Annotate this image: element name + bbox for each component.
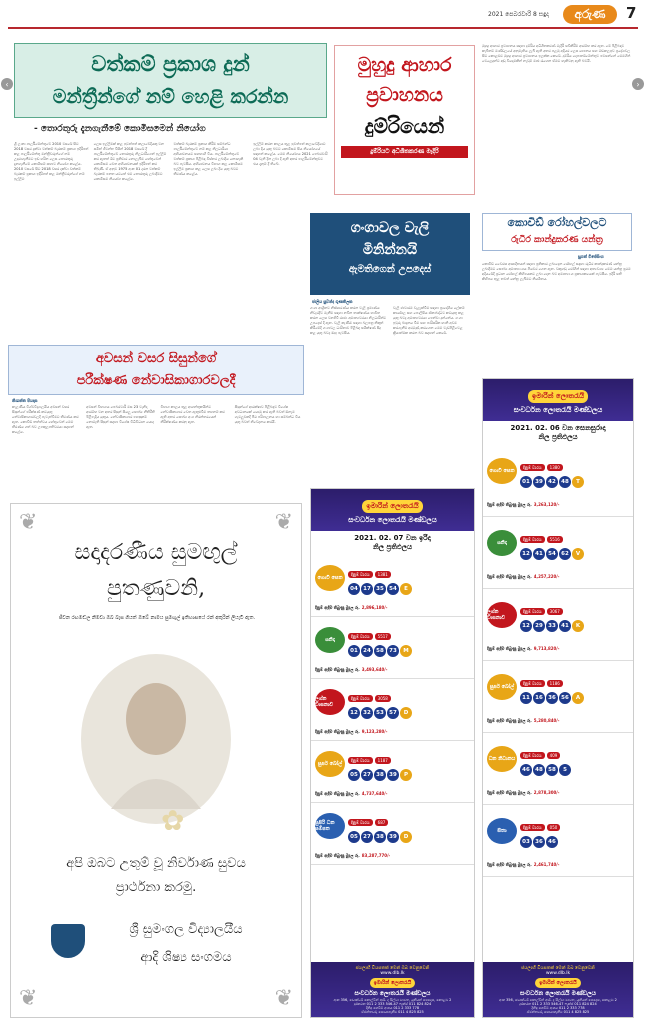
jackpot-line bbox=[487, 502, 629, 507]
number-ball: 17 bbox=[361, 583, 373, 595]
draw-number: 1187 bbox=[375, 757, 391, 764]
draw-label: දිනුම් වාරය bbox=[520, 680, 545, 687]
obituary-name: පුතණුවනි, bbox=[106, 576, 206, 601]
number-ball: 36 bbox=[546, 692, 558, 704]
draw-meta bbox=[520, 670, 629, 704]
obituary-line: ජීවන රඟමඬල නිමවා ඔබ බැස ගියත් ඔබේ නාමය සුමඟුල් ඉතිහාසයේ රන් අකුරින් ලියැවී ඇත. bbox=[58, 615, 256, 621]
number-ball: 48 bbox=[533, 764, 545, 776]
draw-row bbox=[483, 445, 633, 517]
header-date: 2021 පෙබරවාරි 8 සඳුදා bbox=[488, 11, 549, 18]
number-ball: 54 bbox=[387, 583, 399, 595]
draw-row bbox=[483, 517, 633, 589]
story4-headline-line1: කොවිඩ් රෝහල්වලට bbox=[507, 216, 607, 229]
story1-headline-box bbox=[14, 43, 327, 118]
draw-number: 5516 bbox=[547, 536, 563, 543]
lottery2-winners-text: ජයලාභී වියපතක් මෙන් ඔබ වෙනුවෙනි bbox=[521, 966, 595, 971]
draw-logo: ගොවි සෙත bbox=[315, 565, 345, 591]
lottery-results-sunday bbox=[310, 488, 475, 1018]
lottery1-header bbox=[311, 489, 474, 531]
lottery1-board: සංවර්ධන ලොතරැයි මණ්ඩලය bbox=[348, 516, 437, 524]
lottery2-hotline: දිනිඳු ගෙවීම් අංශය 011 2 333 778 bbox=[531, 1006, 585, 1010]
jackpot-line bbox=[315, 667, 470, 672]
number-ball: 56 bbox=[559, 692, 571, 704]
obituary-from2: ආදි ශිෂ්‍ය සංගමය bbox=[140, 950, 232, 965]
draw-logo: ගොවි සෙත bbox=[487, 458, 517, 484]
draw-label: දිනුම් වාරය bbox=[520, 608, 545, 615]
number-ball: D bbox=[400, 831, 412, 843]
story3-headline-line1: ගංගාවල වැලි bbox=[350, 220, 430, 236]
story5-col4: සිසුන්ගේ ආරක්ෂාව පිළිබඳව විශේෂ අවධානයක් යොමු කර ඇති බවත් ඕනෑම ගැටලුවකදී පීඨ පරිපාලනය හා සම්බන්ධ විය යුතු බවත් නිවේදනය කරයි. bbox=[234, 405, 301, 424]
number-ball: T bbox=[572, 476, 584, 488]
page-header bbox=[0, 0, 645, 28]
story2-headline-line2: ප්‍රවාහනය bbox=[366, 84, 443, 106]
story2-headline-line3: දුම්රියෙන් bbox=[364, 114, 445, 138]
story5-headline-line2: පරීක්ෂණ නේවාසිකාගාරවලදී bbox=[76, 373, 236, 388]
story2-tagline: දුම්රියට අධිශීතකරණ මැදිරි bbox=[341, 146, 468, 158]
jackpot-label: දිනුම් ඇදීම තිබුණු මුදල රු. bbox=[315, 790, 360, 796]
story1-headline-line2: මන්ත්‍රීන්ගේ නම් හෙළි කරන්න bbox=[52, 86, 289, 108]
number-ball: 39 bbox=[387, 769, 399, 781]
draw-label: දිනුම් වාරය bbox=[520, 824, 545, 831]
header-rule bbox=[8, 27, 638, 29]
story4-byline: සුගත් විජේසිංහ bbox=[578, 254, 604, 259]
number-ball: D bbox=[400, 707, 412, 719]
number-ball: 38 bbox=[374, 831, 386, 843]
draw-logo: සුපර් බෝල් bbox=[315, 751, 345, 777]
number-ball: A bbox=[572, 692, 584, 704]
draw-logo: සීතා bbox=[487, 818, 517, 844]
draw-row bbox=[311, 741, 474, 803]
number-ball: 41 bbox=[559, 620, 571, 632]
draw-logo: සුපිරි ධන සම්පත bbox=[315, 813, 345, 839]
jackpot-label: දිනුම් ඇදීම තිබුණු මුදල රු. bbox=[487, 718, 532, 724]
number-ball: K bbox=[572, 620, 584, 632]
number-ball: 38 bbox=[374, 769, 386, 781]
floral-ornament-icon: ❦ bbox=[274, 510, 293, 535]
lottery1-footer-board: සංවර්ධන ලොතරැයි මණ්ඩලය bbox=[354, 990, 431, 997]
obituary-box bbox=[10, 503, 302, 1018]
lottery2-date bbox=[483, 421, 633, 445]
draw-number: 1381 bbox=[375, 571, 391, 578]
obituary-wish2: ප්‍රාර්ථනා කරමු. bbox=[115, 880, 197, 895]
winning-numbers bbox=[348, 583, 470, 595]
number-ball: M bbox=[400, 645, 412, 657]
draw-meta bbox=[348, 809, 470, 843]
number-ball: 04 bbox=[348, 583, 360, 595]
jackpot-label: දිනුම් ඇදීම තිබුණු මුදල රු. bbox=[315, 666, 360, 672]
winning-numbers bbox=[520, 620, 629, 632]
story3-headline-line3: ඇමතිගෙන් උපදෙස් bbox=[348, 264, 432, 275]
lottery2-website[interactable]: www.dlb.lk bbox=[545, 971, 571, 976]
story4-body: කොවිඩ් වෛරස ආසාදිතයන් සඳහා ප්‍රතිකාර ලබාදෙන රෝහල් සඳහා රුධිර කාන්දුකරණ යන්ත්‍ර ලබාදීමට සෞඛ්‍ය අමාත්‍යාංශය පියවර ගෙන ඇත. වකුගඩු රෝගීන් සඳහා අත්‍යවශ්‍ය මෙම යන්ත්‍ර ප්‍රථම අදියරේදී ප්‍රධාන රෝහල් කිහිපයකට ලබා දෙන බව අමාත්‍යාංශ ප්‍රකාශකයෙක් පැවසීය. ඉදිරි සති කිහිපය තුළ තවත් යන්ත්‍ර ලැබීමට නියමිතය. bbox=[482, 262, 631, 281]
draw-logo: ධන නිධානය bbox=[487, 746, 517, 772]
draw-meta bbox=[520, 742, 629, 776]
story5-body bbox=[12, 405, 304, 495]
draw-logo: ශනිදා bbox=[487, 530, 517, 556]
story3-headline-line2: මිනින්නයි bbox=[362, 242, 418, 258]
number-ball: 53 bbox=[374, 707, 386, 719]
jackpot-line bbox=[487, 862, 629, 867]
flower-icon: ✿ bbox=[161, 804, 185, 837]
prev-page-button[interactable] bbox=[1, 78, 13, 90]
draw-row bbox=[311, 679, 474, 741]
draw-row bbox=[483, 805, 633, 877]
lottery2-sales: ඒජන්තවරු සොයාගැනීම 011 4 825 825 bbox=[526, 1010, 590, 1014]
jackpot-label: දිනුම් ඇදීම තිබුණු මුදල රු. bbox=[487, 790, 532, 796]
number-ball: 57 bbox=[387, 707, 399, 719]
lottery2-address: අංක 356, ඩොක්ටර් කොල්වින් ආර්. ද සිල්වා මාවත, යූනියන් පෙදෙස, කොළඹ 2 bbox=[499, 998, 617, 1002]
lottery1-address: අංක 356, ඩොක්ටර් කොල්වින් ආර්. ද සිල්වා මාවත, යූනියන් පෙදෙස, කොළඹ 2 bbox=[333, 998, 452, 1002]
lottery1-phone: දුරකථන 011 2 333 546-47 ෆැක්ස් 011 824 824 bbox=[353, 1002, 432, 1006]
paper-logo: අරුණ bbox=[563, 5, 617, 24]
draw-number: 409 bbox=[547, 752, 561, 759]
lottery1-sales: ඒජන්තවරු සොයාගැනීම 011 4 825 825 bbox=[361, 1010, 424, 1014]
next-page-button[interactable] bbox=[632, 78, 644, 90]
number-ball: E bbox=[400, 583, 412, 595]
draw-row bbox=[311, 617, 474, 679]
lottery2-phone: දුරකථන 011 2 333 546-47 ෆැක්ස් 011 824 824 bbox=[519, 1002, 597, 1006]
number-ball: 73 bbox=[387, 645, 399, 657]
story4-headline-box bbox=[482, 213, 632, 251]
story3-byline: ජාලිය සුවන්ද ගුණතිලක bbox=[312, 299, 353, 304]
jackpot-value: 83,287,770/- bbox=[361, 852, 391, 858]
number-ball: 11 bbox=[520, 692, 532, 704]
jackpot-line bbox=[487, 718, 629, 723]
jackpot-line bbox=[487, 790, 629, 795]
portrait-icon bbox=[101, 669, 211, 809]
number-ball: 39 bbox=[387, 831, 399, 843]
story1-headline-line1: වත්කම් ප්‍රකාශ දුන් bbox=[91, 52, 250, 76]
draw-meta bbox=[348, 685, 470, 719]
jackpot-line bbox=[487, 574, 629, 579]
draw-meta bbox=[520, 526, 629, 560]
draw-row bbox=[311, 555, 474, 617]
jackpot-value: 2,461,740/- bbox=[533, 862, 560, 868]
draw-logo: සුපර් බෝල් bbox=[487, 674, 517, 700]
number-ball: V bbox=[572, 548, 584, 560]
lottery1-subtitle: නිල ප්‍රතිඵලය bbox=[373, 543, 412, 551]
number-ball: 24 bbox=[361, 645, 373, 657]
winning-numbers bbox=[348, 645, 470, 657]
winning-numbers bbox=[520, 836, 629, 848]
draw-row bbox=[483, 733, 633, 805]
draw-label: දිනුම් වාරය bbox=[348, 819, 373, 826]
number-ball: 36 bbox=[533, 836, 545, 848]
story2-body: මුහුදු ආහාර ප්‍රවාහනය සඳහා දුම්රිය අධිශීතකරණ මැදිරි සවිකිරීම ආරම්භ කර ඇත. මේ පිළිබඳව කැබිනට් මණ්ඩලයේ අනුමැතිය ලැබී ඇති අතර පළමු අදියර ලෙස යාපනය සහ මඩකලපුව ප්‍රදේශවල සිට කොළඹට මුහුදු ආහාර ප්‍රවාහනය ඉලක්ක කෙරේ. දුම්රිය දෙපාර්තමේන්තුව පවසන්නේ මෙමගින් වෙළෙඳුන්ට අඩු වියදමකින් නැවුම් මාළු රැගෙන ඒමට හැකිවනු ඇති බවයි. bbox=[482, 44, 631, 63]
draw-logo: ලග්න වාසනාව bbox=[487, 602, 517, 628]
chevron-right-icon: › bbox=[636, 79, 640, 89]
number-ball: 12 bbox=[520, 548, 532, 560]
draw-number: 687 bbox=[375, 819, 389, 826]
lottery1-hotline: දිනිඳු ගෙවීම් අංශය 011 2 333 778 bbox=[365, 1006, 420, 1010]
jackpot-line bbox=[487, 646, 629, 651]
story5-headline-box bbox=[8, 345, 304, 395]
story1-body bbox=[14, 142, 328, 332]
story5-headline-line1: අවසන් වසර සිසුන්ගේ bbox=[95, 351, 217, 366]
draw-meta bbox=[348, 747, 470, 781]
jackpot-value: 9,123,280/- bbox=[361, 728, 388, 734]
page-number: 7 bbox=[626, 4, 637, 22]
story3-headline-box bbox=[310, 213, 470, 295]
draw-logo: ලග්න වාසනාව bbox=[315, 689, 345, 715]
obituary-from1: ශ්‍රී සුමංගල විද්‍යාලයීය bbox=[129, 922, 243, 937]
story1-col1: ශ්‍රී ලංකා පාර්ලිමේන්තුවේ 2010 වසරේ සිට 2018 වසර දක්වා වත්කම් බැරකම් ප්‍රකාශ ඉදිරිපත් කළ පාර්ලිමේන්තු මන්ත්‍රීවරුන්ගේ නම් උදුරාගැනීමට ඉඩ හරින ලෙස තොරතුරු දැනගැනීමේ කොමිසම් සභාව නියෝග කළේය. 2010 වසරේ සිට 2018 වසර දක්වා වත්කම් බැරකම් ප්‍රකාශ ඉදිරිපත් කළ මන්ත්‍රීවරුන්ගේ නම් ඉල්ලීම bbox=[14, 142, 89, 181]
draw-number: 1186 bbox=[547, 680, 563, 687]
jackpot-label: දිනුම් ඇදීම තිබුණු මුදල රු. bbox=[315, 852, 360, 858]
portrait-photo bbox=[81, 654, 231, 824]
lottery2-footer-board: සංවර්ධන ලොතරැයි මණ්ඩලය bbox=[520, 990, 596, 997]
lottery1-footer bbox=[311, 962, 474, 1017]
story1-col2: ලෙස ඉල්ලීමක් කළ පුවත්පත් කලාවේදියකු වන සමිත් ජීවන්ත විසින් 2018 වසරේ දී පාර්ලිමේන්තුවේ තොරතුරු නිලධාරීගෙන් ඉල්ලීම් කර ඇතත් ඊට ප්‍රතිචාර නොලැබීම හේතුවෙන් කොමිසම වෙත අභියාචනයක් ඉදිරිපත් කර තිබුණි. ඒ අනුව 1975 අංක 01 දරන වත්කම් බැරකම් පනත යටතේ එම තොරතුරු ලබාදීමට කොමිසම නියෝග කළේය. bbox=[93, 142, 167, 181]
lottery1-footer-brand: ඉමාරින් ලොතරැයි bbox=[370, 978, 415, 988]
jackpot-line bbox=[315, 605, 470, 610]
number-ball: 46 bbox=[520, 764, 532, 776]
number-ball: 12 bbox=[348, 707, 360, 719]
draw-number: 3067 bbox=[547, 608, 563, 615]
number-ball: 39 bbox=[533, 476, 545, 488]
story2-headline-line1: මුහුදු ආහාර bbox=[357, 54, 452, 76]
draw-meta bbox=[348, 623, 470, 657]
lottery-results-saturday bbox=[482, 378, 634, 1018]
draw-meta bbox=[520, 598, 629, 632]
draw-row bbox=[311, 803, 474, 865]
draw-row bbox=[483, 589, 633, 661]
winning-numbers bbox=[348, 769, 470, 781]
story1-subhead: - තොරතුරු දැනගැනීමේ කොමිසමෙන් නියෝග bbox=[34, 124, 206, 134]
draw-label: දිනුම් වාරය bbox=[348, 571, 373, 578]
winning-numbers bbox=[520, 764, 629, 776]
lottery2-subtitle: නිල ප්‍රතිඵලය bbox=[538, 433, 578, 441]
obituary-title: සදාදරණීය සුමඟුල් bbox=[74, 540, 238, 565]
draw-logo: ශනිදා bbox=[315, 627, 345, 653]
floral-ornament-icon: ❦ bbox=[19, 986, 38, 1011]
story5-col2: අවසන් විභාගය පෙබරවාරි මස 23 වැනිදා ආරම්භ වන අතර සිසුන් සියලු සෞඛ්‍ය නීතිරීති පිළිපැදිය යුතුය. නේවාසිකාගාර පහසුකම් නොමැති සිසුන් සඳහා විශේෂ විධිවිධාන යොදා ඇත. bbox=[86, 405, 155, 429]
number-ball: 27 bbox=[361, 831, 373, 843]
number-ball: P bbox=[400, 769, 412, 781]
lottery1-date-text: 2021. 02. 07 වන ඉරිදා bbox=[354, 534, 431, 542]
number-ball: 29 bbox=[533, 620, 545, 632]
story1-col4: ඉල්ලීම් කරන කාලය තුළ පුවත්පත් කලාවේදියාට ලබා දිය යුතු බවට කොමිසම සිය නියෝගයේ සඳහන් කළේය. මෙම නියෝගය 2021 පෙබරවාරි 04 වැනි දින ලබා දී ඇති අතර පාර්ලිමේන්තුවට එය දැනුම් දී තිබේ. bbox=[253, 142, 328, 166]
floral-ornament-icon: ❦ bbox=[19, 510, 38, 535]
number-ball: 03 bbox=[520, 836, 532, 848]
jackpot-label: දිනුම් ඇදීම තිබුණු මුදල රු. bbox=[315, 728, 360, 734]
number-ball: 42 bbox=[546, 476, 558, 488]
draw-label: දිනුම් වාරය bbox=[348, 695, 373, 702]
jackpot-value: 3,493,640/- bbox=[361, 666, 388, 672]
story5-col1: කැලණිය විශ්වවිද්‍යාලයීය අවසන් වසර සිසුන්ගේ පරීක්ෂණ කටයුතු නේවාසිකාගාරවලදී පැවැත්වීමට තීරණය කර ඇත. කොවිඩ් තත්ත්වය හේතුවෙන් මෙම තීරණය ගත් බව උපකුලපතිවරයා සඳහන් කළේය. bbox=[12, 405, 79, 434]
winning-numbers bbox=[520, 476, 629, 488]
draw-number: 5517 bbox=[375, 633, 391, 640]
jackpot-label: දිනුම් ඇදීම තිබුණු මුදල රු. bbox=[487, 862, 532, 868]
draw-number: 3058 bbox=[375, 695, 391, 702]
lottery2-board: සංවර්ධන ලොතරැයි මණ්ඩලය bbox=[513, 406, 603, 414]
jackpot-line bbox=[315, 791, 470, 796]
jackpot-value: 5,280,840/- bbox=[533, 718, 560, 724]
jackpot-value: 3,263,120/- bbox=[533, 502, 560, 508]
jackpot-value: 4,257,220/- bbox=[533, 574, 560, 580]
draw-label: දිනුම් වාරය bbox=[348, 633, 373, 640]
draw-meta bbox=[520, 454, 629, 488]
number-ball: 05 bbox=[348, 769, 360, 781]
draw-label: දිනුම් වාරය bbox=[348, 757, 373, 764]
winning-numbers bbox=[348, 831, 470, 843]
story5-col3: විභාග කාලය තුළ ආගන්තුකයින්ට නේවාසිකාගාර වෙත ඇතුළුවීම තහනම් කර ඇති අතර සෞඛ්‍ය අංශ නිරන්තරයෙන් නිරීක්ෂණය කරනු ඇත. bbox=[160, 405, 225, 424]
number-ball: 5 bbox=[559, 764, 571, 776]
story3-body bbox=[310, 306, 470, 466]
number-ball: 35 bbox=[374, 583, 386, 595]
jackpot-value: 2,878,300/- bbox=[533, 790, 560, 796]
jackpot-value: 9,713,820/- bbox=[533, 646, 560, 652]
number-ball: 54 bbox=[546, 548, 558, 560]
lottery2-footer-brand: ඉමාරින් ලොතරැයි bbox=[535, 978, 580, 988]
story4-headline-line2: රුධිර කාන්දුකරණ යන්ත්‍ර bbox=[511, 235, 603, 245]
chevron-left-icon: ‹ bbox=[5, 79, 9, 89]
jackpot-line bbox=[315, 853, 470, 858]
number-ball: 05 bbox=[348, 831, 360, 843]
lottery2-footer bbox=[483, 962, 633, 1017]
jackpot-label: දිනුම් ඇදීම තිබුණු මුදල රු. bbox=[487, 574, 532, 580]
number-ball: 01 bbox=[348, 645, 360, 657]
number-ball: 12 bbox=[520, 620, 532, 632]
number-ball: 33 bbox=[546, 620, 558, 632]
story3-col1: ගංගා ආශ්‍රිතව නිස්සාරණය කරන වැලි ප්‍රමාණය නිවැරදිව මැනීම සඳහා නවීන තාක්ෂණය භාවිත කරන ලෙස වනජීවී රාජ්‍ය අමාත්‍යවරයා නිලධාරීන්ට උපදෙස් දී ඇත. වැලි කැණීම සඳහා බලපත්‍ර නිකුත් කිරීමේදී ගංගාවල ධාරිතාව පිළිබඳ සමීක්ෂණ සිදු කළ යුතු බවද ඔහු පැවසීය. bbox=[310, 306, 386, 335]
floral-ornament-icon: ❦ bbox=[274, 986, 293, 1011]
number-ball: 58 bbox=[374, 645, 386, 657]
number-ball: 01 bbox=[520, 476, 532, 488]
lottery1-website[interactable]: www.dlb.lk bbox=[380, 971, 405, 976]
number-ball: 41 bbox=[533, 548, 545, 560]
winning-numbers bbox=[520, 692, 629, 704]
story3-col2: වැලි ජාවාරම වැළැක්වීම සඳහා ප්‍රාදේශීය ලේකම් කාර්යාල සහ පොලිසිය ඒකාබද්ධව කටයුතු කළ යුතු බවද අමාත්‍යවරයා පෙන්වා දුන්නේය. ගංගා ඉවුරු ඛාදනය වීම සහ පාරිසරික හානි අවම කරගැනීම අරමුණු කරගෙන මෙම වැඩපිළිවෙළ ක්‍රියාත්මක කරන බව සඳහන් කෙරේ. bbox=[393, 306, 465, 335]
jackpot-line bbox=[315, 729, 470, 734]
lottery2-header bbox=[483, 379, 633, 421]
winning-numbers bbox=[520, 548, 629, 560]
draw-number: 050 bbox=[547, 824, 561, 831]
jackpot-label: දිනුම් ඇදීම තිබුණු මුදල රු. bbox=[487, 502, 532, 508]
lottery1-date bbox=[311, 531, 474, 555]
lottery1-brand: ඉමාරින් ලොතරැයි bbox=[362, 500, 422, 513]
draw-meta bbox=[348, 561, 470, 595]
draw-row bbox=[483, 661, 633, 733]
draw-label: දිනුම් වාරය bbox=[520, 536, 545, 543]
draw-meta bbox=[520, 814, 629, 848]
lottery2-date-text: 2021. 02. 06 වන සෙනසුරාදා bbox=[510, 424, 606, 432]
draw-label: දිනුම් වාරය bbox=[520, 752, 545, 759]
jackpot-value: 4,737,640/- bbox=[361, 790, 388, 796]
number-ball: 58 bbox=[546, 764, 558, 776]
obituary-wish1: අපි ඔබට උතුම් වූ නිර්වාණ සුවය bbox=[66, 856, 246, 871]
winning-numbers bbox=[348, 707, 470, 719]
jackpot-label: දිනුම් ඇදීම තිබුණු මුදල රු. bbox=[315, 604, 360, 610]
lottery1-winners-text: ජයලාභී වියපතක් මෙන් ඔබ වෙනුවෙනි bbox=[355, 966, 430, 971]
number-ball: 16 bbox=[533, 692, 545, 704]
school-crest-icon bbox=[51, 924, 85, 958]
jackpot-value: 2,896,180/- bbox=[361, 604, 388, 610]
number-ball: 48 bbox=[559, 476, 571, 488]
number-ball: 32 bbox=[361, 707, 373, 719]
draw-number: 1380 bbox=[547, 464, 563, 471]
story1-col3: වත්කම් බැරකම් ප්‍රකාශ කිරීම සම්බන්ධ පාර්ලිමේන්තුවේ නම් කළ නිලධාරියා අභියාචනයට සහභාගී විය. පාර්ලිමේන්තුවේ වත්කම් ප්‍රකාශ පිළිබඳ විස්තර ලබාදිය නොහැකි බව පැවසීය. අභියාචනය විභාග කළ කොමිසම ඉල්ලීම ප්‍රකාශ කළ ලෙස ලබා දිය යුතු බවට තීරණය කළේය. bbox=[173, 142, 244, 176]
story2-headline-box bbox=[334, 45, 475, 195]
number-ball: 62 bbox=[559, 548, 571, 560]
lottery2-draws bbox=[483, 445, 633, 877]
number-ball: 27 bbox=[361, 769, 373, 781]
story5-byline: නිශාන්ත පියදාස bbox=[12, 398, 38, 403]
number-ball: 46 bbox=[546, 836, 558, 848]
lottery2-brand: ඉමාරින් ලොතරැයි bbox=[528, 390, 588, 403]
lottery1-draws bbox=[311, 555, 474, 865]
draw-label: දිනුම් වාරය bbox=[520, 464, 545, 471]
jackpot-label: දිනුම් ඇදීම තිබුණු මුදල රු. bbox=[487, 646, 532, 652]
